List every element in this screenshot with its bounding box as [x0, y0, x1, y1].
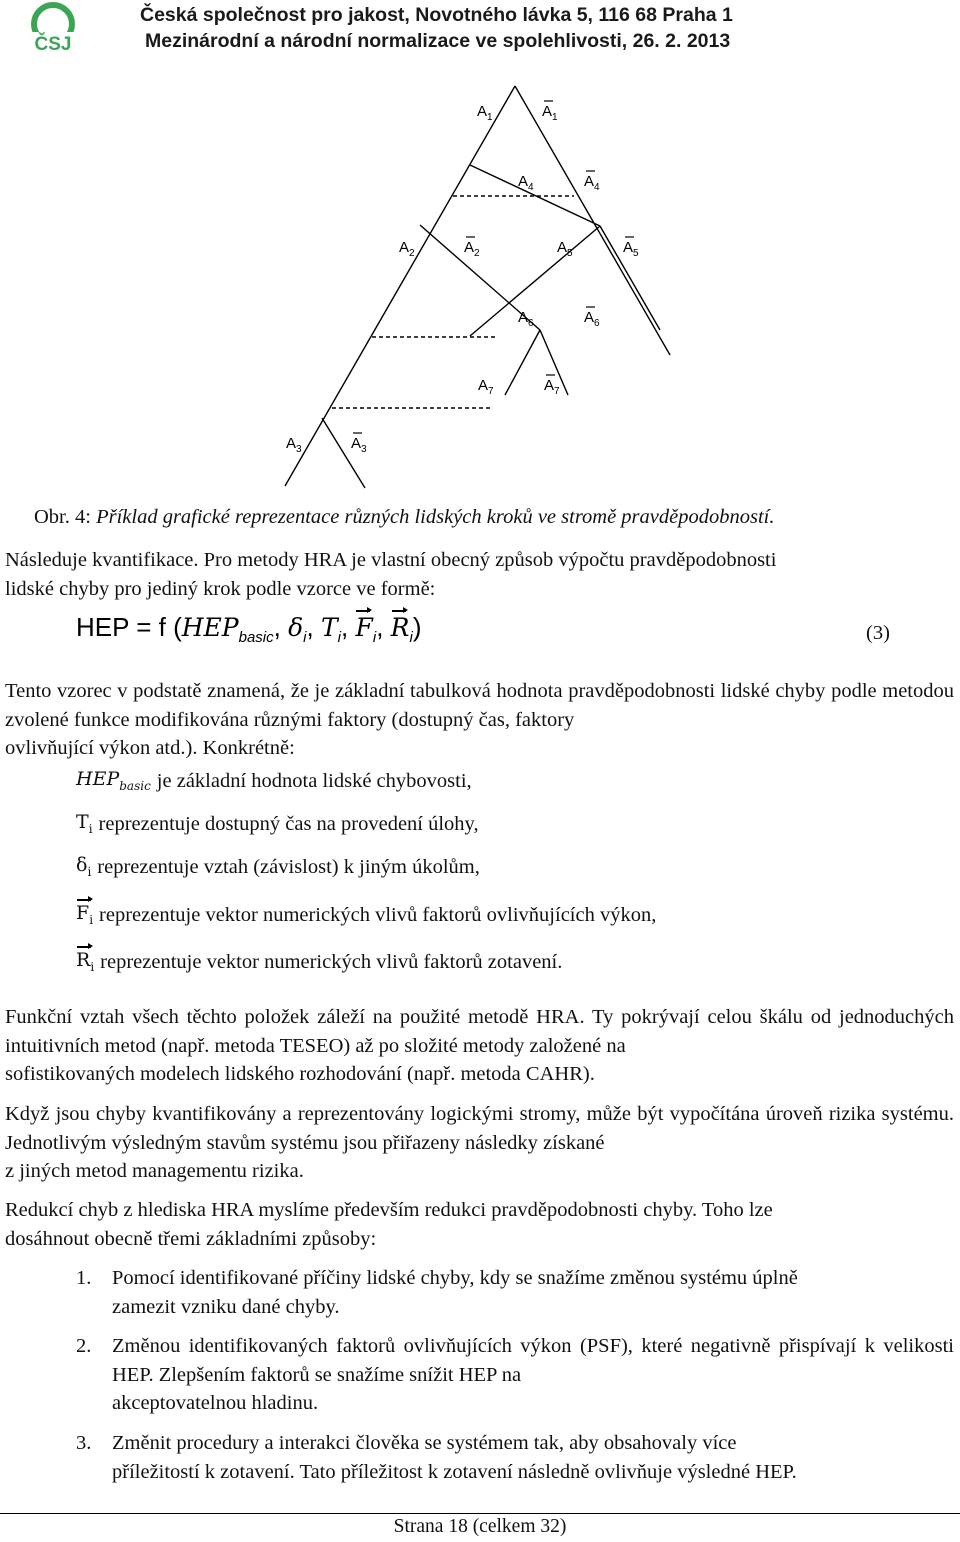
symbol-r-vector: $R_i$	[76, 949, 95, 974]
page-footer: Strana 18 (celkem 32)	[393, 1516, 567, 1537]
paragraph-risk-level	[5, 1100, 954, 1186]
list-text-last: příležitostí k zotavení. Tato příležitost k zotavení následně ovlivňuje výsledné HEP.	[112, 1460, 797, 1483]
figure-caption	[34, 506, 774, 529]
list-number: 2.	[76, 1335, 92, 1357]
formula-sep: ,	[306, 612, 314, 642]
hep-formula	[76, 612, 422, 656]
formula-sub: i	[337, 629, 342, 647]
formula-sep: ,	[273, 612, 281, 642]
tree-label-a5-bar: $A_5$	[623, 239, 639, 259]
variable-r	[76, 949, 562, 974]
tree-label-a4: $A_4$	[518, 173, 534, 193]
caption-prefix: Obr. 4:	[34, 506, 97, 528]
variable-hep-basic	[76, 768, 472, 793]
logo-text: ČSJ	[34, 34, 72, 55]
formula-sub: i	[372, 629, 377, 647]
list-text: Pomocí identifikované příčiny lidské chyby, kdy se snažíme změnou systému úplně	[112, 1267, 798, 1289]
symbol-f-vector: $F_i$	[76, 902, 94, 927]
list-text-last: zamezit vzniku dané chyby.	[112, 1295, 340, 1318]
tree-branch	[322, 418, 365, 488]
tree-label-a2-bar: $A_2$	[464, 239, 480, 259]
probability-tree-diagram	[0, 0, 960, 500]
symbol-t: $T_i$	[76, 811, 93, 836]
list-text: Změnit procedury a interakci člověka se systémem tak, aby obsahovaly více	[112, 1432, 737, 1454]
paragraph-functional-text: Funkční vztah všech těchto položek záleží na použité metodě HRA. Ty pokrývají celou škálu od jednoduchých intuitivních metod (např. metoda TESEO) až po složité metody založené na	[5, 1006, 954, 1057]
footer-divider	[0, 1513, 960, 1514]
equation-number: (3)	[866, 622, 890, 644]
paragraph-intro-text: Následuje kvantifikace. Pro metody HRA je vlastní obecný způsob výpočtu pravděpodobnosti	[5, 549, 777, 571]
formula-close: )	[412, 612, 422, 642]
paragraph-reduction-last: dosáhnout obecně třemi základními způsoby:	[5, 1227, 377, 1250]
paragraph-functional-relation	[5, 1003, 954, 1089]
variable-description: reprezentuje vztah (závislost) k jiným úkolům,	[97, 855, 480, 878]
paragraph-explanation-last: ovlivňující výkon atd.). Konkrétně:	[5, 737, 295, 759]
list-text: Změnou identifikovaných faktorů ovlivňujících výkon (PSF), které negativně přispívají k velikosti HEP. Zlepšením faktorů se snažíme snížit HEP na	[112, 1335, 954, 1386]
formula-f-vector: F	[355, 613, 373, 642]
symbol-hep-basic: $HEP_{basic}$	[76, 768, 151, 793]
formula-delta: δ	[288, 613, 304, 642]
paragraph-functional-last: sofistikovaných modelech lidského rozhodování (např. metoda CAHR).	[5, 1063, 595, 1085]
variable-description: reprezentuje dostupný čas na provedení úlohy,	[98, 812, 479, 835]
tree-label-a7-bar: $A_7$	[544, 377, 560, 397]
header-line-1: Česká společnost pro jakost, Novotného lávka 5, 116 68 Praha 1	[140, 4, 733, 26]
tree-label-a6-bar: $A_6$	[584, 309, 600, 329]
list-item	[76, 1429, 954, 1486]
caption-text: Příklad grafické reprezentace různých lidských kroků ve stromě pravděpodobností.	[96, 506, 775, 528]
list-item	[76, 1264, 954, 1321]
tree-branch	[505, 330, 540, 395]
paragraph-intro-last: lidské chyby pro jediný krok podle vzorce ve formě:	[5, 577, 436, 600]
paragraph-error-reduction	[5, 1196, 954, 1253]
tree-label-a5: $A_5$	[557, 239, 573, 259]
formula-sep: ,	[341, 612, 349, 642]
variable-description: reprezentuje vektor numerických vlivů faktorů ovlivňujících výkon,	[99, 903, 657, 926]
list-text-last: akceptovatelnou hladinu.	[112, 1392, 319, 1414]
formula-basic: basic	[238, 629, 274, 647]
paragraph-explanation-text: Tento vzorec v podstatě znamená, že je základní tabulková hodnota pravděpodobnosti lidské chyby podle metodou zvolené funkce modifikována různými faktory (dostupný čas, faktory	[5, 680, 954, 731]
formula-sep: ,	[376, 612, 384, 642]
formula-sub: i	[409, 629, 413, 647]
variable-t	[76, 811, 479, 836]
paragraph-risk-last: z jiných metod managementu rizika.	[5, 1160, 304, 1182]
paragraph-intro	[5, 546, 954, 603]
tree-label-a1: $A_1$	[477, 103, 493, 123]
formula-lhs: HEP = f (	[76, 612, 182, 642]
list-number: 1.	[76, 1267, 92, 1289]
list-item	[76, 1332, 954, 1418]
paragraph-risk-text: Když jsou chyby kvantifikovány a reprezentovány logickými stromy, může být vypočítána úroveň rizika systému. Jednotlivým výsledným stavům systému jsou přiřazeny následky získané	[5, 1103, 954, 1154]
tree-label-a3: $A_3$	[286, 435, 302, 455]
tree-branch	[470, 226, 600, 336]
variable-delta	[76, 854, 480, 879]
formula-r-vector: R	[390, 613, 410, 642]
variable-description: je základní hodnota lidské chybovosti,	[156, 769, 472, 792]
variable-description: reprezentuje vektor numerických vlivů faktorů zotavení.	[100, 950, 563, 973]
tree-label-a3-bar: $A_3$	[351, 435, 367, 455]
paragraph-explanation	[5, 677, 954, 763]
tree-label-a1-bar: $A_1$	[542, 103, 558, 123]
formula-t: T	[320, 613, 338, 642]
tree-label-a6: $A_6$	[518, 309, 534, 329]
tree-branch	[285, 86, 515, 486]
formula-hep: HEP	[181, 613, 239, 642]
paragraph-reduction-text: Redukcí chyb z hlediska HRA myslíme především redukci pravděpodobnosti chyby. Toho lze	[5, 1199, 773, 1221]
symbol-delta: $\delta_i$	[76, 854, 92, 879]
tree-label-a7: $A_7$	[478, 377, 494, 397]
list-number: 3.	[76, 1432, 92, 1454]
formula-sub: i	[303, 629, 307, 647]
tree-label-a2: $A_2$	[399, 239, 415, 259]
tree-label-a4-bar: $A_4$	[584, 173, 600, 193]
header-line-2: Mezinárodní a národní normalizace ve spolehlivosti, 26. 2. 2013	[145, 30, 731, 52]
variable-f	[76, 902, 656, 927]
